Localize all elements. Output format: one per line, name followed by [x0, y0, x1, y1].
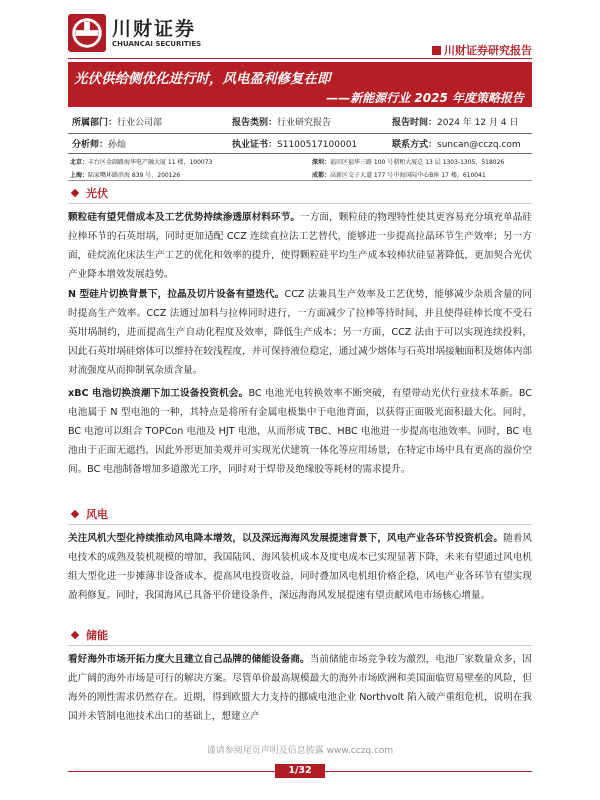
brand-square-icon — [432, 46, 441, 55]
diamond-icon — [71, 631, 79, 639]
address-divider — [68, 180, 532, 181]
cert-label: 执业证书： — [232, 140, 278, 150]
page-number: 1/32 — [275, 764, 325, 778]
type-label: 报告类别： — [232, 118, 278, 128]
section-heading-wind: 风电 — [72, 506, 108, 522]
paragraph-xbc-cell: xBC 电池切换浪潮下加工设备投资机会。BC 电池光电转换效率不断突破，有望带动光伏行业技术革新。BC 电池属于 N 型电池的一种，其特点是将所有金属电极集中于电池背面，以获得正面吸光面积最大化。同时，BC 电池可以组合 TOPCon 电池及 HJT 电池，从而形成 TBC、HBC 电池进一步提高电池效率。同时，BC 电池由于正面无遮挡，因此外形更加美观并可实现光伏建筑一体化等应用场景，在特定市场中具有更高的溢价空间。BC 电池制备增加多道激光工序，同时对于焊带及绝缘胶等耗材的需求提升。 — [68, 388, 532, 475]
report-brand — [432, 42, 532, 58]
analyst-label: 分析师： — [72, 140, 109, 150]
section-heading-storage: 储能 — [72, 627, 108, 643]
paragraph-ntype-wafer: N 型硅片切换背景下，拉晶及切片设备有望迭代。CCZ 法兼具生产效率及工艺优势，能够减少杂质含量的同时提高生产效率。CCZ 法通过加料与拉棒同时进行，一方面减少了拉棒等待时间，并且使得硅棒长度不受石英坩埚制约，进而提高生产自动化程度及效率，降低生产成本；另一方面，CCZ 法由于可以实现连续投料，因此石英坩埚硅熔体可以维持在较浅程度，并可保持液位稳定，通过减少熔体与石英坩埚接触面积及熔体内部对流强度从而抑制氧杂质含量。 — [68, 289, 532, 376]
report-title: 光伏供给侧优化进行时，风电盈利修复在即 — [74, 71, 331, 87]
section-rule — [68, 524, 532, 525]
date-label: 报告时间： — [392, 118, 438, 128]
diamond-icon — [71, 189, 79, 197]
diamond-icon — [71, 510, 79, 518]
title-banner — [68, 62, 532, 107]
paragraph-wind: 关注风机大型化持续推动风电降本增效，以及深远海海风发展提速背景下，风电产业各环节投资机会。随着风电技术的成熟及装机规模的增加，我国陆风、海风装机成本及度电成本已实现显著下降，未来有望通过风电机组大型化进一步摊薄非设备成本，提高风电投资收益，同时叠加风电机组价格企稳，风电产业各环节有望实现盈利修复。同时，我国海风已具备平价建设条件，深远海海风发展提速有望贡献风电市场核心增量。 — [68, 533, 533, 601]
chuancai-logo-icon — [68, 14, 106, 52]
address-shanghai: 上海：陆家嘴环路滨海 839 号，200126 — [70, 172, 181, 179]
address-beijing: 北京：丰台区金副路海华电产融大厦 11 楼，100073 — [70, 159, 213, 166]
paragraph-storage: 看好海外市场开拓力度大且建立自己品牌的储能设备商。当前储能市场竞争较为激烈，电池厂家数量众多，因此广阔的海外市场是可行的解决方案。尽管单价最高规模最大的海外市场欧洲和美国面临贸易壁垒的风险，但海外的刚性需求仍然存在。近期，得到欧盟大力支持的挪威电池企业 Northvolt 陷入破产重组危机，说明在我国并未管制电池技术出口的基础上，想建立产 — [68, 654, 532, 722]
address-chengdu: 成都：高新区交子大道 177 号中海国际中心B座 17 楼，610041 — [312, 172, 486, 179]
disclaimer-note: 谨请参阅尾页声明及信息披露 www.cczq.com — [206, 746, 394, 756]
dept-label: 所属部门： — [72, 118, 118, 128]
address-shenzhen: 深圳：福田区福华三路 100 号鼎和大厦总 13 层 1303-1305，518026 — [312, 159, 505, 166]
cert-value: S1100517100001 — [277, 140, 358, 150]
section-rule — [68, 203, 532, 204]
meta-divider-2 — [68, 153, 532, 154]
paragraph-granular-silicon: 颗粒硅有望凭借成本及工艺优势持续渗透原材料环节。一方面，颗粒硅的物理特性使其更容易充分填充单晶硅拉棒环节的石英坩埚，同时更加适配 CCZ 连续直拉法工艺替代，能够进一步提高拉晶环节生产效率；另一方面，硅烷流化床法生产工艺的优化和效率的提升，使得颗粒硅平均生产成本较棒状硅显著降低，更加契合光伏产业降本增效发展趋势。 — [68, 212, 533, 280]
header-rule — [68, 58, 532, 59]
analyst-value: 孙灿 — [108, 140, 127, 150]
type-value: 行业研究报告 — [277, 118, 332, 128]
report-subtitle: ——新能源行业 2025 年度策略报告 — [326, 91, 524, 105]
brand-label: 川财证券研究报告 — [444, 44, 532, 57]
contact-value: suncan@cczq.com — [437, 140, 521, 150]
section-rule — [68, 645, 532, 646]
company-logo — [68, 14, 201, 52]
logo-name-cn: 川财证券 — [112, 17, 197, 40]
dept-value: 行业公司部 — [117, 118, 163, 128]
meta-row-2 — [68, 137, 532, 151]
section-heading-pv: 光伏 — [72, 185, 108, 201]
date-value: 2024 年 12 月 4 日 — [437, 118, 519, 128]
logo-name-en: CHUANCAI SECURITIES — [112, 39, 202, 48]
meta-divider-1 — [68, 133, 532, 134]
contact-label: 联系方式： — [392, 140, 438, 150]
meta-row-1 — [68, 115, 532, 129]
